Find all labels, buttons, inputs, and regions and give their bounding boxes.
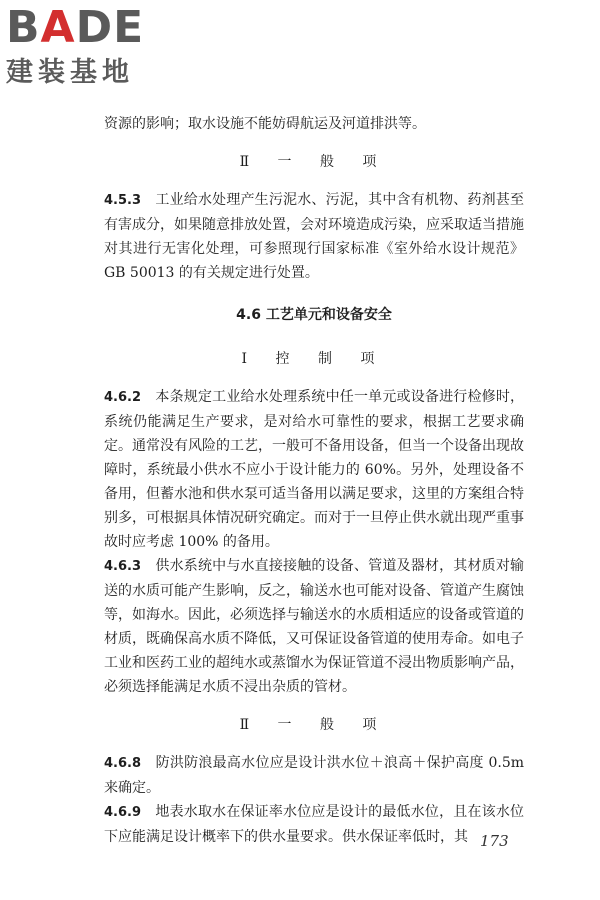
- clause-number: 4.5.3: [104, 193, 142, 208]
- clause-number: 4.6.8: [104, 756, 142, 771]
- clause-number: 4.6.9: [104, 805, 142, 820]
- clause-text: 本条规定工业给水处理系统中任一单元或设备进行检修时，系统仍能满足生产要求，是对给水可靠性的要求，根据工艺要求确定。通常没有风险的工艺，一般可不备用设备，但当一个设备出现故障时，系统最小供水不应小于设计能力的 60%。另外，处理设备不备用，但蓄水池和供水泵可适当备用以满足要求，这里的方案组合特别多，可根据具体情况研究确定。而对于一旦停止供水就出现严重事故时应考虑 100% 的备用。: [104, 389, 525, 550]
- document-body: [104, 112, 524, 849]
- logo-wordmark: BADE: [6, 2, 145, 53]
- clause-4-6-9: [104, 800, 524, 849]
- subsection-heading-general-2: Ⅱ 一 般 项: [239, 717, 389, 733]
- subsection-heading-control: Ⅰ 控 制 项: [241, 351, 387, 367]
- clause-number: 4.6.3: [104, 559, 142, 574]
- clause-text: 供水系统中与水直接接触的设备、管道及器材，其材质对输送的水质可能产生影响，反之，输送水也可能对设备、管道产生腐蚀等，如海水。因此，必须选择与输送水的水质相适应的设备或管道的材质，既确保高水质不降低，又可保证设备管道的使用寿命。如电子工业和医药工业的超纯水或蒸馏水为保证管道不浸出物质影响产品，必须选择能满足水质不浸出杂质的管材。: [104, 558, 525, 695]
- clause-4-6-8: [104, 751, 524, 800]
- logo-subtitle: 建装基地: [6, 57, 134, 88]
- clause-text: 防洪防浪最高水位应是设计洪水位＋浪高＋保护高度 0.5m 来确定。: [104, 755, 524, 796]
- bade-logo: [6, 4, 176, 94]
- clause-text: 地表水取水在保证率水位应是设计的最低水位，且在该水位下应能满足设计概率下的供水量要求。供水保证率低时，其: [104, 804, 525, 845]
- clause-4-5-3: [104, 188, 524, 285]
- clause-4-6-3: [104, 554, 524, 699]
- page-number: 173: [480, 832, 509, 850]
- clause-text: 工业给水处理产生污泥水、污泥，其中含有机物、药剂甚至有害成分，如果随意排放处置，会对环境造成污染，应采取适当措施对其进行无害化处理，可参照现行国家标准《室外给水设计规范》GB 50013 的有关规定进行处置。: [104, 192, 525, 281]
- clause-4-6-2: [104, 385, 524, 554]
- para-intro: 资源的影响；取水设施不能妨碍航运及河道排洪等。: [104, 116, 426, 132]
- clause-number: 4.6.2: [104, 390, 142, 405]
- subsection-heading-general-1: Ⅱ 一 般 项: [239, 154, 389, 170]
- section-heading-4-6: 4.6 工艺单元和设备安全: [236, 307, 392, 323]
